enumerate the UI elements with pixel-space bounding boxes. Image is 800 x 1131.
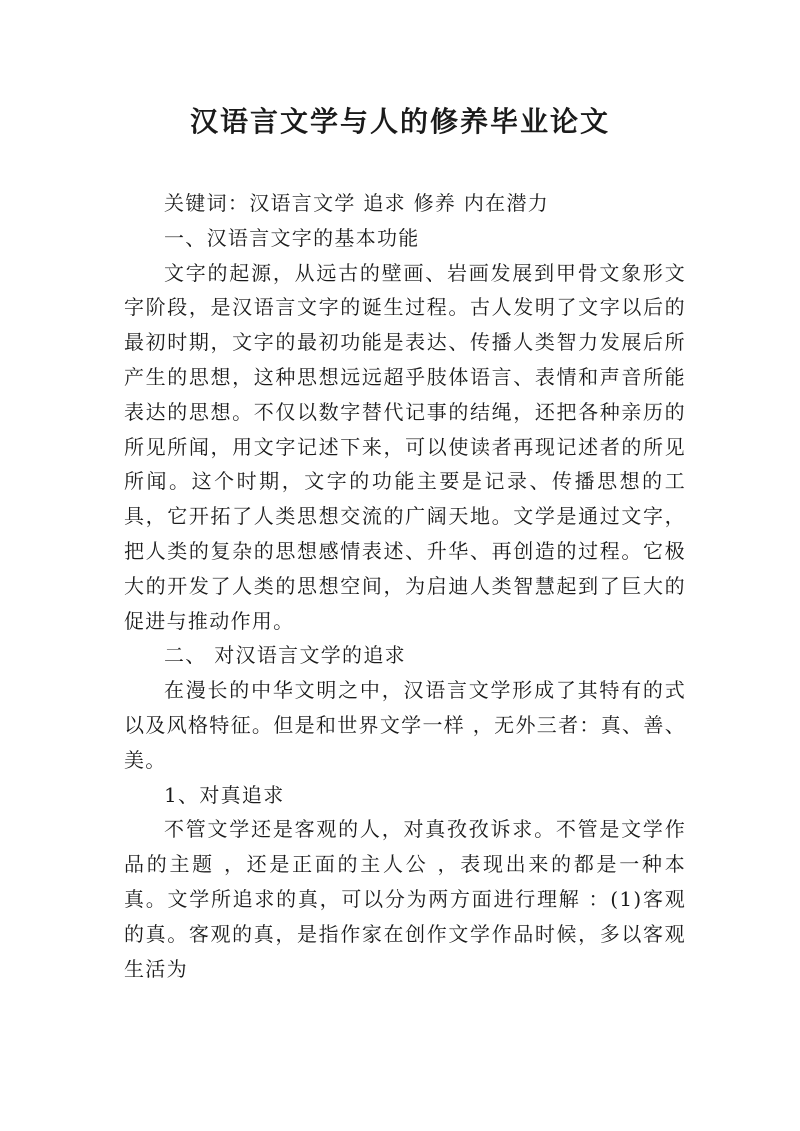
document-body — [124, 186, 686, 986]
section-paragraph-2: 在漫长的中华文明之中，汉语言文学形成了其特有的式以及风格特征。但是和世界文学一样 ，无外三者：真、善、美。 — [124, 678, 686, 772]
section-paragraph-1: 文字的起源，从远古的壁画、岩画发展到甲骨文象形文字阶段，是汉语言文字的诞生过程。古人发明了文字以后的最初时期，文字的最初功能是表达、传播人类智力发展后所产生的思想，这种思想远远超乎肢体语言、表情和声音所能表达的思想。不仅以数字替代记事的结绳，还把各种亲历的所见所闻，用文字记述下来，可以使读者再现记述者的所见所闻。这个时期，文字的功能主要是记录、传播思想的工具，它开拓了人类思想交流的广阔天地。文学是通过文字，把人类的复杂的思想感情表述、升华、再创造的过程。它极大的开发了人类的思想空间，为启迪人类智慧起到了巨大的促进与推动作用。 — [124, 260, 686, 633]
subsection-heading-1: 1、对真追求 — [164, 782, 285, 807]
section-heading-2: 二、 对汉语言文学的追求 — [164, 643, 406, 668]
document-title: 汉语言文学与人的修养毕业论文 — [189, 105, 610, 138]
keywords-line: 关键词：汉语言文学 追求 修养 内在潜力 — [164, 191, 550, 215]
subsection-paragraph-1: 不管文学还是客观的人，对真孜孜诉求。不管是文学作品的主题 ，还是正面的主人公 ，表现出来的都是一种本真。文学所追求的真，可以分为两方面进行理解 ：(1)客观的真。客观的真，是指作家在创作文学作品时候，多以客观生活为 — [124, 817, 686, 981]
section-heading-1: 一、汉语言文字的基本功能 — [164, 225, 420, 250]
